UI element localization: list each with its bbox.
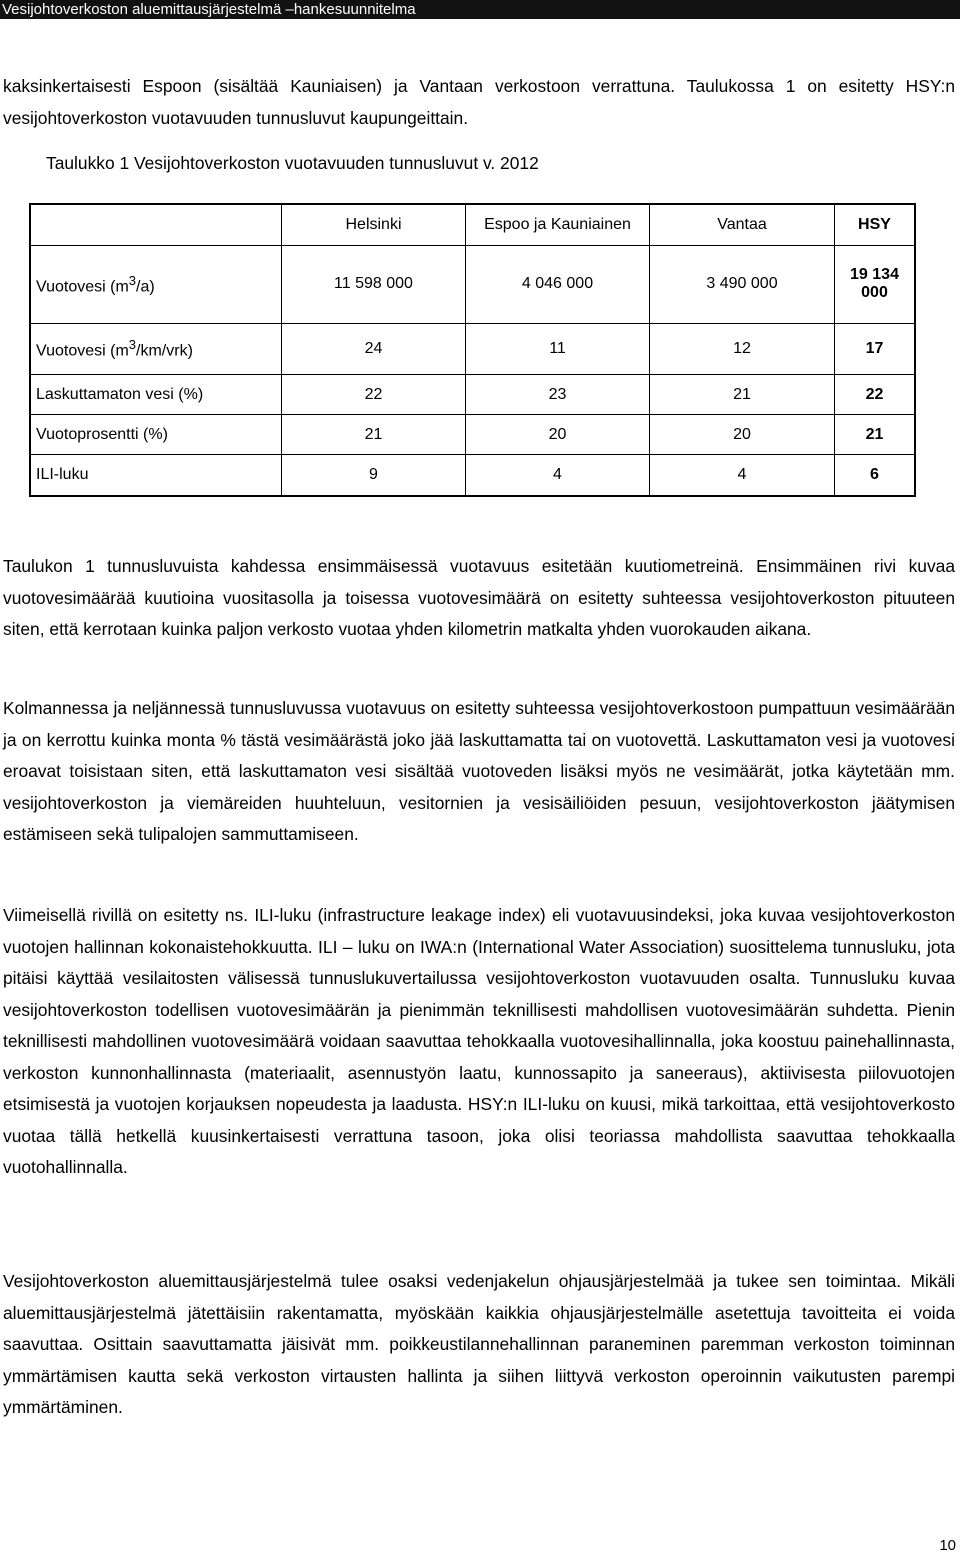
leakage-table xyxy=(29,203,916,497)
table-cell-hsy: 6 xyxy=(835,455,916,496)
page-number: 10 xyxy=(939,1537,956,1554)
row-label: ILI-luku xyxy=(30,455,282,496)
table-cell: 21 xyxy=(650,375,835,415)
table-cell: 21 xyxy=(282,415,466,455)
table-cell: 22 xyxy=(282,375,466,415)
table-row xyxy=(30,245,915,323)
row-label: Vuotoprosentti (%) xyxy=(30,415,282,455)
table-cell: 4 xyxy=(650,455,835,496)
table-cell: 3 490 000 xyxy=(650,245,835,323)
table-cell: 11 xyxy=(466,323,650,374)
header-cell-empty xyxy=(30,204,282,245)
table-cell-hsy: 21 xyxy=(835,415,916,455)
intro-paragraph: kaksinkertaisesti Espoon (sisältää Kauniaisen) ja Vantaan verkostoon verrattuna. Taulukossa 1 on esitetty HSY:n vesijohtoverkoston vuotavuuden tunnusluvut kaupungeittain. xyxy=(3,76,955,128)
row-label: Vuotovesi $(m^3/a)$ xyxy=(30,245,282,323)
table-cell: 12 xyxy=(650,323,835,374)
table-cell: 9 xyxy=(282,455,466,496)
row-label: Laskuttamaton vesi (%) xyxy=(30,375,282,415)
table-caption: Taulukko 1 Vesijohtoverkoston vuotavuuden tunnusluvut v. 2012 xyxy=(46,153,539,173)
header-cell-hsy: HSY xyxy=(835,204,916,245)
table-cell: 20 xyxy=(650,415,835,455)
table-cell-hsy: 22 xyxy=(835,375,916,415)
table-cell: 11 598 000 xyxy=(282,245,466,323)
table-cell: 4 046 000 xyxy=(466,245,650,323)
header-cell-vantaa: Vantaa xyxy=(650,204,835,245)
row-label: Vuotovesi $(m^3/km/vrk)$ xyxy=(30,323,282,374)
table-cell: 20 xyxy=(466,415,650,455)
body-paragraph: Vesijohtoverkoston aluemittausjärjestelmä tulee osaksi vedenjakelun ohjausjärjestelmää ja tukee sen toimintaa. Mikäli aluemittausjärjestelmä jätettäisiin rakentamatta, myöskään kaikkia ohjausjärjestelmälle asetettuja tavoitteita ei voida saavuttaa. Osittain saavuttamatta jäisivät mm. poikkeustilannehallinnan paraneminen paremman verkoston toiminnan ymmärtämisen kautta sekä verkoston virtausten hallinta ja siihen liittyvä verkoston operoinnin vaikutusten parempi ymmärtäminen. xyxy=(3,1271,955,1417)
body-paragraph: Taulukon 1 tunnusluvuista kahdessa ensimmäisessä vuotavuus esitetään kuutiometreinä. Ensimmäinen rivi kuvaa vuotovesimäärää kuutioina vuositasolla ja toisessa vuotovesimäärä on esitetty suhteessa vesijohtoverkoston pituuteen siten, että kerrotaan kuinka paljon verkosto vuotaa yhden kilometrin matkalta yhden vuorokauden aikana. xyxy=(3,556,955,639)
table-cell-hsy: 19 134 000 xyxy=(835,245,916,323)
header-cell-espoo: Espoo ja Kauniainen xyxy=(466,204,650,245)
body-paragraph: Kolmannessa ja neljännessä tunnusluvussa vuotavuus on esitetty suhteessa vesijohtoverkostoon pumpattuun vesimäärään ja on kerrottu kuinka monta % tästä vesimäärästä joko jää laskuttamatta tai on vuotovettä. Laskuttamaton vesi ja vuotovesi eroavat toisistaan siten, että laskuttamaton vesi sisältää vuotoveden lisäksi myös ne vesimäärät, jotka käytetään mm. vesijohtoverkoston ja viemäreiden huuhteluun, vesitornien ja vesisäiliöiden pesuun, vesijohtoverkoston jäätymisen estämiseen sekä tulipalojen sammuttamiseen. xyxy=(3,698,955,844)
table-row xyxy=(30,375,915,415)
table-row xyxy=(30,323,915,374)
table-row xyxy=(30,455,915,496)
table-cell: 23 xyxy=(466,375,650,415)
table-header-row xyxy=(30,204,915,245)
table-row xyxy=(30,415,915,455)
table-cell: 4 xyxy=(466,455,650,496)
page-header xyxy=(0,0,960,19)
header-title: Vesijohtoverkoston aluemittausjärjestelmä –hankesuunnitelma xyxy=(2,1,416,18)
body-paragraph: Viimeisellä rivillä on esitetty ns. ILI-luku (infrastructure leakage index) eli vuotavuusindeksi, joka kuvaa vesijohtoverkoston vuotojen hallinnan kokonaistehokkuutta. ILI – luku on IWA:n (International Water Association) suosittelema tunnusluku, jota pitäisi käyttää vesilaitosten välisessä tunnuslukuvertailussa vesijohtoverkoston vuotavuuden osalta. Tunnusluku kuvaa vesijohtoverkoston todellisen vuotovesimäärän ja pienimmän teknillisesti mahdollisen vuotovesimäärän suhdetta. Pienin teknillisesti mahdollinen vuotovesimäärä voidaan saavuttaa tehokkaalla vuotovesihallinnalla, joka koostuu painehallinnasta, verkoston kunnonhallinnasta (materiaalit, asennustyön laatu, kunnossapito ja saneeraus), aktiivisesta piilovuotojen etsimisestä ja vuotojen korjauksen nopeudesta ja laadusta. HSY:n ILI-luku on kuusi, mikä tarkoittaa, että vesijohtoverkosto vuotaa tällä hetkellä kuusinkertaisesti verrattuna tasoon, joka olisi teoriassa mahdollista saavuttaa tehokkaalla vuotohallinnalla. xyxy=(3,905,955,1177)
table-cell: 24 xyxy=(282,323,466,374)
table-cell-hsy: 17 xyxy=(835,323,916,374)
header-cell-helsinki: Helsinki xyxy=(282,204,466,245)
